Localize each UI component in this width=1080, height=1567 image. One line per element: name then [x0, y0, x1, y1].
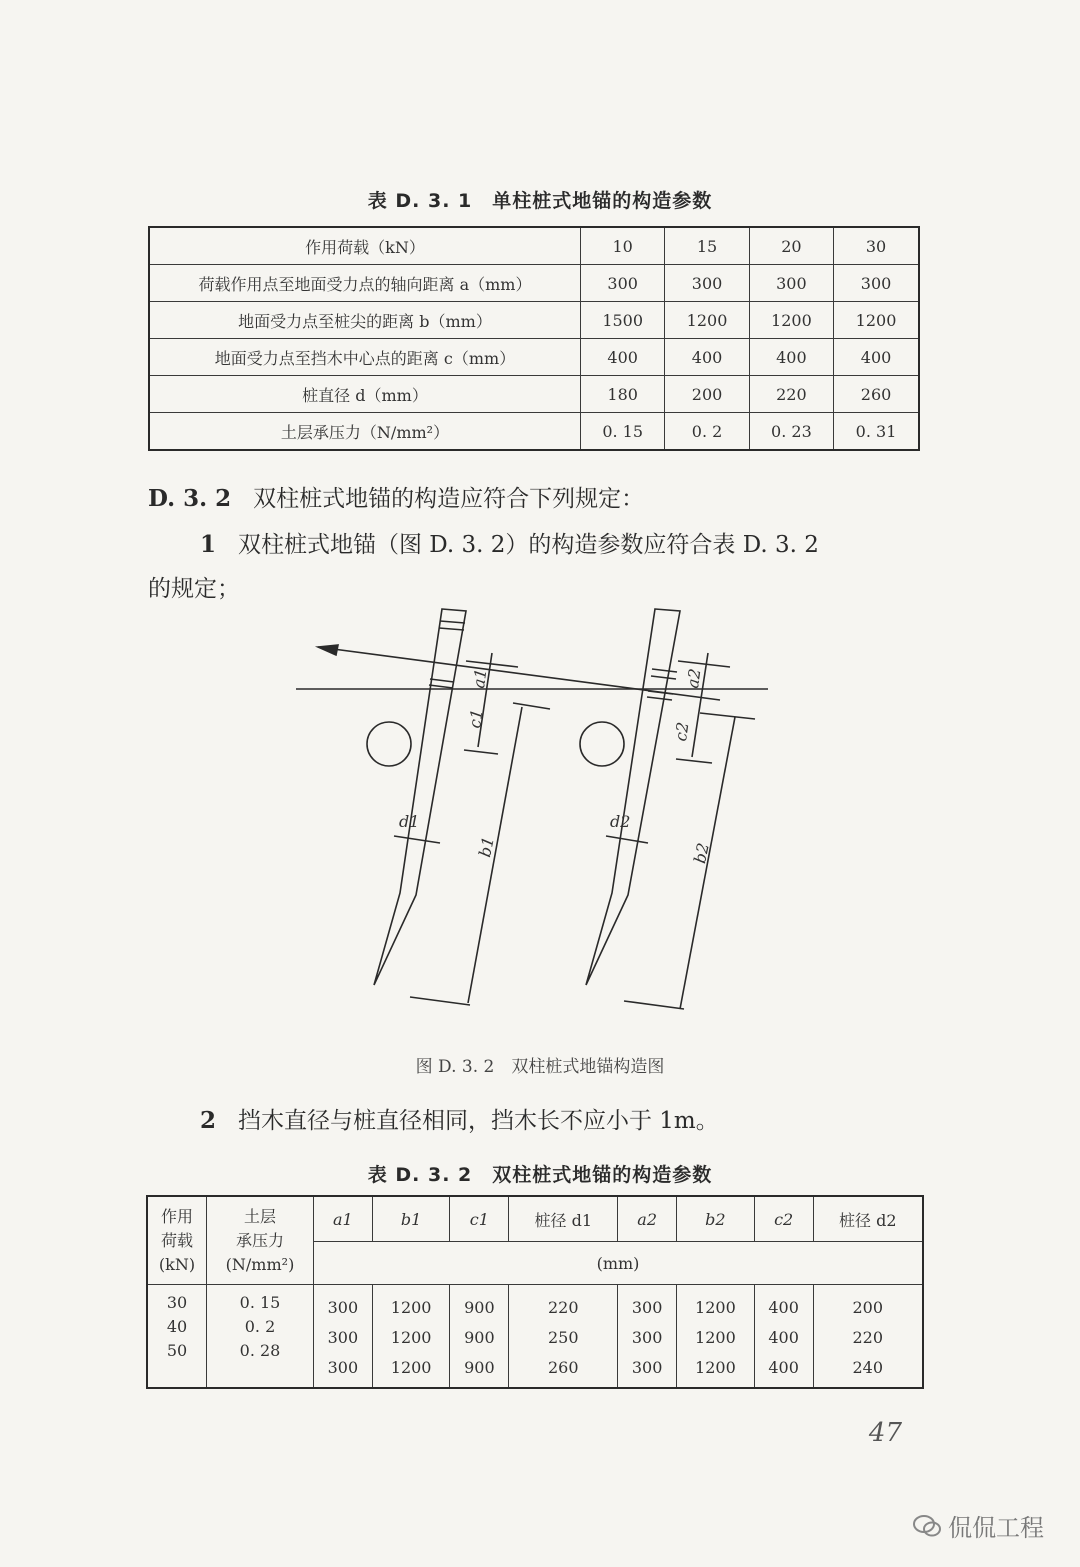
- label-d2: d2: [610, 812, 631, 831]
- table-cell: 400: [665, 339, 749, 376]
- log-left: [367, 722, 411, 766]
- item-number: 2: [200, 1107, 217, 1134]
- unit-cell: (mm): [314, 1242, 924, 1285]
- table-cell: 1200: [749, 302, 833, 339]
- label-a2: a2: [682, 667, 705, 690]
- table-cell: 220: [749, 376, 833, 413]
- header-d1: 桩径 d1: [509, 1196, 618, 1242]
- table-cell: 260: [834, 376, 919, 413]
- col-b1: 1200 1200 1200: [372, 1285, 450, 1389]
- table-cell: 0. 15: [581, 413, 665, 451]
- item-number: 1: [200, 531, 217, 558]
- table2-title: 表 D. 3. 2 双柱桩式地锚的构造参数: [367, 1164, 713, 1186]
- table-cell: 20: [749, 227, 833, 265]
- row-label: 土层承压力（N/mm²）: [149, 413, 581, 451]
- label-c1: c1: [464, 707, 487, 730]
- watermark: [912, 1508, 1044, 1543]
- table-cell: 0. 23: [749, 413, 833, 451]
- table-cell: 300: [665, 265, 749, 302]
- row-label: 地面受力点至挡木中心点的距离 c（mm）: [149, 339, 581, 376]
- figure-caption: 图 D. 3. 2 双柱桩式地锚构造图: [415, 1057, 665, 1077]
- header-b2: b2: [677, 1196, 755, 1242]
- section-heading-text: 双柱桩式地锚的构造应符合下列规定：: [253, 486, 645, 512]
- header-a1: a1: [314, 1196, 373, 1242]
- page-number: 47: [868, 1418, 902, 1448]
- table-cell: 10: [581, 227, 665, 265]
- item-2: [200, 1102, 719, 1135]
- row-label: 桩直径 d（mm）: [149, 376, 581, 413]
- anchor-diagram: [0, 595, 1080, 1035]
- table1: [148, 226, 920, 451]
- header-b1: b1: [372, 1196, 450, 1242]
- table-row: [149, 413, 919, 451]
- section-number: D. 3. 2: [148, 485, 232, 512]
- col-a1: 300 300 300: [314, 1285, 373, 1389]
- label-b1: b1: [475, 834, 498, 859]
- item-1: [200, 526, 819, 559]
- row-label: 作用荷载（kN）: [149, 227, 581, 265]
- table-cell: 0. 31: [834, 413, 919, 451]
- header-load: 作用 荷载 (kN): [147, 1196, 207, 1285]
- header-c1: c1: [450, 1196, 509, 1242]
- wechat-icon: [912, 1513, 942, 1539]
- table2: [146, 1195, 924, 1389]
- col-d1: 220 250 260: [509, 1285, 618, 1389]
- table-row: [149, 265, 919, 302]
- label-a1: a1: [468, 667, 491, 690]
- table-cell: 15: [665, 227, 749, 265]
- table-cell: 300: [581, 265, 665, 302]
- row-label: 地面受力点至桩尖的距离 b（mm）: [149, 302, 581, 339]
- col-a2: 300 300 300: [618, 1285, 677, 1389]
- section-heading: [148, 480, 644, 513]
- table1-title: 表 D. 3. 1 单柱桩式地锚的构造参数: [367, 190, 713, 212]
- table-cell: 300: [834, 265, 919, 302]
- table-cell: 0. 2: [665, 413, 749, 451]
- item-1-continuation: 的规定；: [148, 576, 240, 602]
- table-cell: 1500: [581, 302, 665, 339]
- col-b2: 1200 1200 1200: [677, 1285, 755, 1389]
- col-c1: 900 900 900: [450, 1285, 509, 1389]
- load-values: 30 40 50: [147, 1285, 207, 1389]
- table-cell: 30: [834, 227, 919, 265]
- item-text: 挡木直径与桩直径相同，挡木长不应小于 1m。: [237, 1108, 719, 1134]
- table-row: [149, 302, 919, 339]
- watermark-text: 侃侃工程: [948, 1514, 1044, 1542]
- table-cell: 1200: [834, 302, 919, 339]
- soil-values: 0. 15 0. 2 0. 28: [207, 1285, 314, 1389]
- header-c2: c2: [754, 1196, 813, 1242]
- table-cell: 400: [749, 339, 833, 376]
- table-row: [149, 376, 919, 413]
- table-cell: 400: [581, 339, 665, 376]
- table-header-row: [147, 1196, 923, 1242]
- table-row: [149, 339, 919, 376]
- label-c2: c2: [670, 720, 693, 743]
- pile-right: [586, 609, 680, 985]
- header-d2: 桩径 d2: [813, 1196, 923, 1242]
- table-row: [147, 1285, 923, 1389]
- table-cell: 400: [834, 339, 919, 376]
- item-text: 双柱桩式地锚（图 D. 3. 2）的构造参数应符合表 D. 3. 2: [237, 532, 819, 558]
- table-cell: 200: [665, 376, 749, 413]
- col-c2: 400 400 400: [754, 1285, 813, 1389]
- table-row: [149, 227, 919, 265]
- label-b2: b2: [690, 841, 713, 866]
- header-soil: 土层 承压力 (N/mm²): [207, 1196, 314, 1285]
- arrow-head: [318, 645, 338, 655]
- table-cell: 180: [581, 376, 665, 413]
- header-a2: a2: [618, 1196, 677, 1242]
- col-d2: 200 220 240: [813, 1285, 923, 1389]
- row-label: 荷载作用点至地面受力点的轴向距离 a（mm）: [149, 265, 581, 302]
- table-cell: 1200: [665, 302, 749, 339]
- table-cell: 300: [749, 265, 833, 302]
- log-right: [580, 722, 624, 766]
- label-d1: d1: [399, 812, 420, 831]
